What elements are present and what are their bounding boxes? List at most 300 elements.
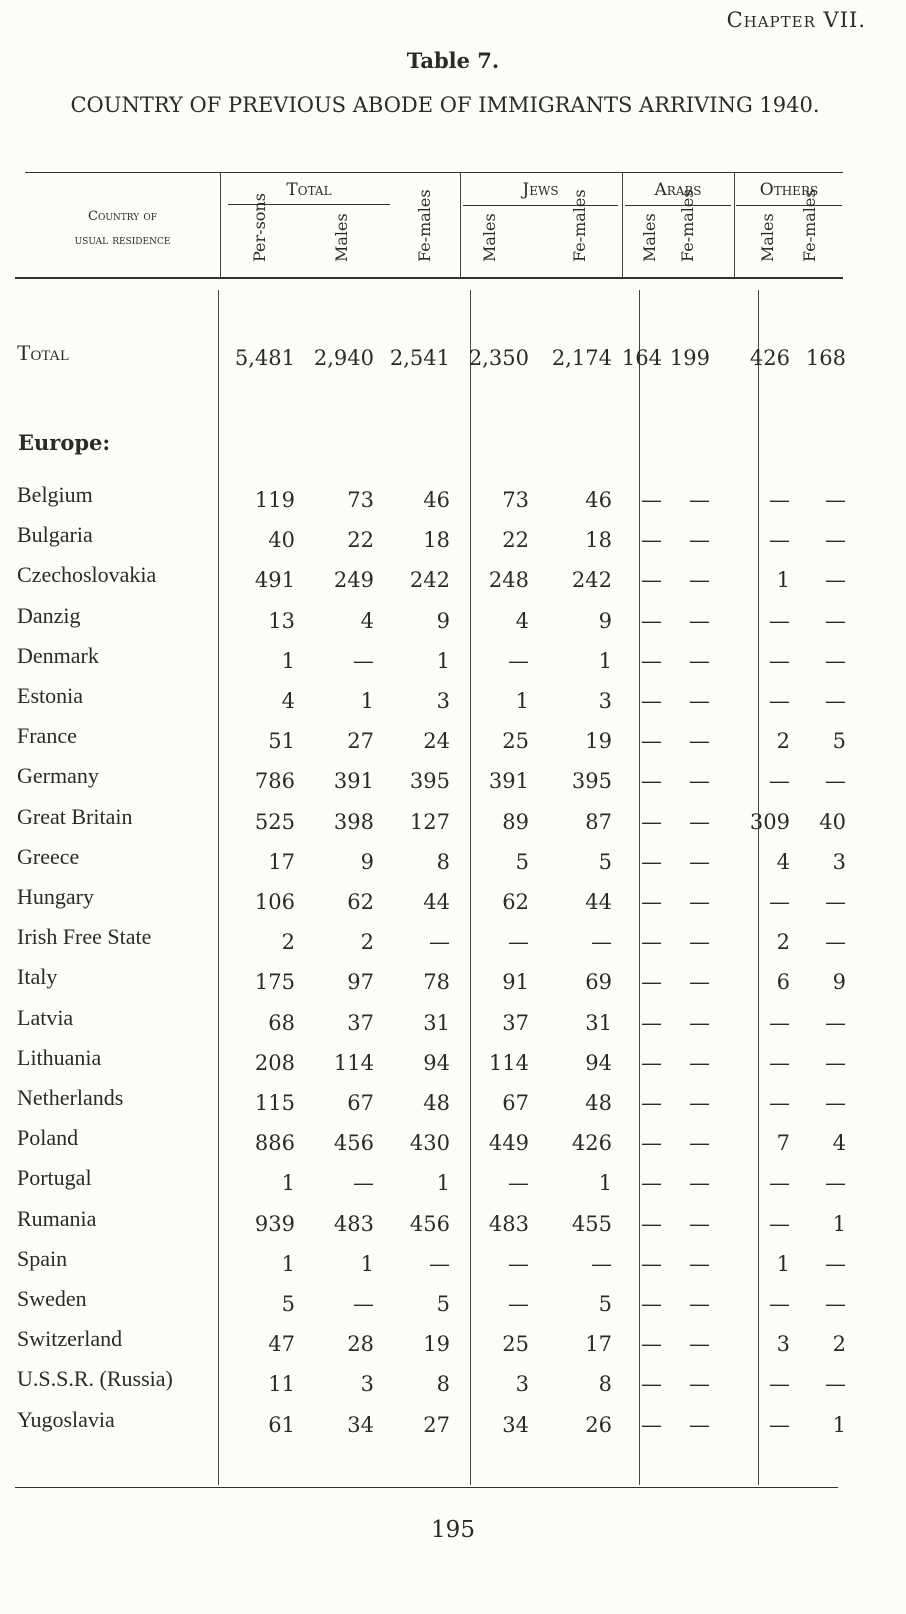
top-rule xyxy=(25,172,843,173)
table-row xyxy=(0,763,906,803)
others-group-rule xyxy=(736,205,842,206)
value-cell: — xyxy=(689,568,710,593)
value-cell: — xyxy=(508,1251,529,1276)
value-cell: — xyxy=(769,1050,790,1075)
country-name: Poland xyxy=(17,1125,79,1151)
value-cell: 44 xyxy=(585,890,612,914)
value-cell: — xyxy=(689,769,710,794)
value-cell: 426 xyxy=(571,1131,612,1156)
value-cell: — xyxy=(689,1211,710,1236)
group-header-total: Total xyxy=(286,180,332,200)
value-cell: 483 xyxy=(333,1211,374,1236)
value-cell: 18 xyxy=(585,528,612,553)
value-cell: — xyxy=(641,1292,662,1316)
value-cell: 40 xyxy=(819,809,846,834)
value-cell: 61 xyxy=(268,1412,295,1437)
subcolumn-header xyxy=(470,210,510,278)
value-cell: 48 xyxy=(423,1091,450,1115)
value-cell: — xyxy=(641,689,662,713)
country-name: Switzerland xyxy=(17,1326,123,1352)
value-cell: 5 xyxy=(832,729,846,754)
value-cell: 4 xyxy=(515,608,529,633)
value-cell: 27 xyxy=(347,729,374,754)
value-cell: 939 xyxy=(254,1211,295,1236)
value-cell: 67 xyxy=(347,1091,374,1115)
value-cell: — xyxy=(641,1171,662,1196)
value-cell: 31 xyxy=(423,1010,450,1035)
value-cell: 1 xyxy=(832,1412,846,1437)
value-cell: — xyxy=(689,1412,710,1437)
value-cell: 2 xyxy=(776,729,790,754)
value-cell: 68 xyxy=(268,1010,295,1035)
value-cell: 19 xyxy=(585,729,612,754)
country-header-line1: Country of xyxy=(88,209,157,224)
table-row xyxy=(0,1165,906,1205)
value-cell: — xyxy=(689,849,710,874)
value-cell: 24 xyxy=(423,729,450,754)
value-cell: 8 xyxy=(598,1372,612,1397)
value-cell: — xyxy=(825,648,846,673)
value-cell: — xyxy=(641,890,662,914)
value-cell: — xyxy=(769,608,790,633)
value-cell: — xyxy=(641,488,662,512)
value-cell: — xyxy=(769,528,790,553)
value-cell: 11 xyxy=(268,1372,295,1397)
country-name: Belgium xyxy=(17,482,93,507)
table-row xyxy=(0,482,906,522)
value-cell: — xyxy=(641,769,662,794)
subcolumn-header xyxy=(790,189,830,278)
country-name: Hungary xyxy=(17,884,94,909)
value-cell: 1 xyxy=(436,648,450,673)
value-cell: — xyxy=(689,930,710,955)
group-header-others: Others xyxy=(759,180,819,200)
jews-group-rule xyxy=(463,205,618,206)
value-cell: — xyxy=(769,1412,790,1437)
value-cell: — xyxy=(769,1091,790,1115)
value-cell: 119 xyxy=(254,488,295,512)
subcolumn-header-label: Males xyxy=(480,213,499,262)
value-cell: 1 xyxy=(436,1171,450,1196)
value-cell: — xyxy=(689,1091,710,1115)
value-cell: — xyxy=(769,1010,790,1035)
value-cell: 1 xyxy=(832,1211,846,1236)
value-cell: 175 xyxy=(254,970,295,995)
value-cell: — xyxy=(689,1171,710,1196)
value-cell: — xyxy=(825,1372,846,1397)
value-cell: 391 xyxy=(488,769,529,794)
country-column-header xyxy=(30,205,215,253)
table-row xyxy=(0,1005,906,1045)
subcolumn-header-label: Fe-males xyxy=(800,189,819,262)
value-cell: 17 xyxy=(268,849,295,874)
country-name: U.S.S.R. (Russia) xyxy=(17,1366,173,1392)
value-cell: 46 xyxy=(585,488,612,512)
value-cell: 1 xyxy=(281,1251,295,1276)
value-cell: 18 xyxy=(423,528,450,553)
table-row xyxy=(0,884,906,924)
value-cell: 25 xyxy=(502,1332,529,1357)
value-cell: 5,481 xyxy=(234,346,295,370)
value-cell: 48 xyxy=(585,1091,612,1115)
value-cell: 242 xyxy=(409,568,450,593)
subcolumn-header xyxy=(240,193,280,278)
table-row xyxy=(0,1286,906,1326)
value-cell: — xyxy=(641,1251,662,1276)
value-cell: — xyxy=(353,1292,374,1316)
value-cell: 89 xyxy=(502,809,529,834)
value-cell: 94 xyxy=(585,1050,612,1075)
value-cell: — xyxy=(769,1292,790,1316)
value-cell: 9 xyxy=(360,849,374,874)
table-row xyxy=(0,683,906,723)
value-cell: 78 xyxy=(423,970,450,995)
value-cell: 1 xyxy=(776,568,790,593)
value-cell: 28 xyxy=(347,1332,374,1357)
value-cell: 13 xyxy=(268,608,295,633)
value-cell: 2 xyxy=(832,1332,846,1357)
value-cell: 1 xyxy=(515,689,529,713)
value-cell: — xyxy=(641,1332,662,1357)
value-cell: — xyxy=(825,1010,846,1035)
value-cell: 87 xyxy=(585,809,612,834)
value-cell: 242 xyxy=(571,568,612,593)
value-cell: 3 xyxy=(832,849,846,874)
value-cell: 1 xyxy=(281,1171,295,1196)
table-row xyxy=(0,844,906,884)
value-cell: 44 xyxy=(423,890,450,914)
value-cell: — xyxy=(641,809,662,834)
value-cell: — xyxy=(429,930,450,955)
value-cell: — xyxy=(689,528,710,553)
value-cell: 426 xyxy=(749,346,790,370)
value-cell: — xyxy=(429,1251,450,1276)
table-row xyxy=(0,1326,906,1366)
value-cell: 2,541 xyxy=(389,346,450,370)
value-cell: — xyxy=(641,1010,662,1035)
value-cell: 9 xyxy=(598,608,612,633)
value-cell: — xyxy=(689,890,710,914)
value-cell: 2 xyxy=(360,930,374,955)
value-cell: — xyxy=(689,1332,710,1357)
value-cell: 525 xyxy=(254,809,295,834)
divider xyxy=(220,172,221,277)
value-cell: — xyxy=(689,1050,710,1075)
value-cell: 164 xyxy=(621,346,662,370)
value-cell: — xyxy=(641,1050,662,1075)
table-row xyxy=(0,1366,906,1406)
value-cell: — xyxy=(641,930,662,955)
value-cell: 249 xyxy=(333,568,374,593)
value-cell: — xyxy=(825,1050,846,1075)
value-cell: 17 xyxy=(585,1332,612,1357)
country-name: Greece xyxy=(17,843,80,869)
table-row xyxy=(0,562,906,602)
country-name: Lithuania xyxy=(17,1044,102,1070)
country-name: Bulgaria xyxy=(17,522,93,548)
value-cell: 22 xyxy=(502,528,529,553)
value-cell: 456 xyxy=(333,1131,374,1156)
value-cell: — xyxy=(825,528,846,553)
value-cell: 1 xyxy=(360,689,374,713)
value-cell: 248 xyxy=(488,568,529,593)
value-cell: 62 xyxy=(347,890,374,914)
table-row xyxy=(0,1206,906,1246)
value-cell: 62 xyxy=(502,890,529,914)
value-cell: — xyxy=(689,970,710,995)
table-title: COUNTRY OF PREVIOUS ABODE OF IMMIGRANTS ARRIVING 1940. xyxy=(70,93,820,117)
value-cell: 4 xyxy=(832,1131,846,1156)
country-name: Latvia xyxy=(17,1004,74,1030)
value-cell: — xyxy=(689,608,710,633)
value-cell: — xyxy=(689,1131,710,1156)
value-cell: — xyxy=(641,729,662,754)
country-name: Yugoslavia xyxy=(17,1406,115,1432)
country-name: Czechoslovakia xyxy=(17,562,157,588)
value-cell: — xyxy=(353,1171,374,1196)
value-cell: — xyxy=(689,809,710,834)
value-cell: 19 xyxy=(423,1332,450,1357)
subcolumn-header-label: Males xyxy=(332,213,351,262)
subcolumn-header-label: Fe-males xyxy=(678,189,697,262)
value-cell: 4 xyxy=(360,608,374,633)
country-name: Rumania xyxy=(17,1205,97,1231)
value-cell: — xyxy=(825,1171,846,1196)
value-cell: — xyxy=(641,1091,662,1115)
value-cell: 115 xyxy=(254,1091,295,1115)
country-name: Germany xyxy=(17,763,99,789)
value-cell: — xyxy=(508,930,529,955)
value-cell: 114 xyxy=(488,1050,529,1075)
subcolumn-header xyxy=(630,210,670,278)
value-cell: 3 xyxy=(436,689,450,713)
value-cell: — xyxy=(689,1372,710,1397)
value-cell: 25 xyxy=(502,729,529,754)
value-cell: 40 xyxy=(268,528,295,553)
table-row xyxy=(0,1045,906,1085)
value-cell: 127 xyxy=(409,809,450,834)
value-cell: 886 xyxy=(254,1131,295,1156)
country-name: Netherlands xyxy=(17,1085,124,1110)
value-cell: 309 xyxy=(749,809,790,834)
value-cell: — xyxy=(689,1010,710,1035)
value-cell: — xyxy=(591,930,612,955)
value-cell: — xyxy=(591,1251,612,1276)
value-cell: 455 xyxy=(571,1211,612,1236)
value-cell: 46 xyxy=(423,488,450,512)
value-cell: 26 xyxy=(585,1412,612,1437)
value-cell: 91 xyxy=(502,970,529,995)
value-cell: — xyxy=(641,528,662,553)
country-name: Danzig xyxy=(17,602,81,628)
value-cell: 22 xyxy=(347,528,374,553)
group-header-jews: Jews xyxy=(522,180,559,200)
country-name: Spain xyxy=(17,1245,68,1271)
subcolumn-header xyxy=(322,210,362,278)
subcolumn-header xyxy=(405,189,445,278)
value-cell: 8 xyxy=(436,849,450,874)
value-cell: 2,350 xyxy=(468,346,529,370)
country-name: Irish Free State xyxy=(17,924,152,950)
value-cell: 430 xyxy=(409,1131,450,1156)
value-cell: — xyxy=(769,769,790,794)
value-cell: — xyxy=(825,930,846,955)
divider xyxy=(734,172,735,277)
value-cell: — xyxy=(769,488,790,512)
country-name: Portugal xyxy=(17,1165,92,1191)
value-cell: 8 xyxy=(436,1372,450,1397)
value-cell: — xyxy=(769,1211,790,1236)
table-row xyxy=(0,1246,906,1286)
divider xyxy=(622,172,623,277)
country-name: France xyxy=(17,723,77,749)
value-cell: 97 xyxy=(347,970,374,995)
value-cell: — xyxy=(825,769,846,794)
table-row xyxy=(0,1085,906,1125)
value-cell: — xyxy=(825,568,846,593)
value-cell: 106 xyxy=(254,890,295,914)
table-row xyxy=(0,964,906,1004)
value-cell: 9 xyxy=(436,608,450,633)
table-number: Table 7. xyxy=(406,48,500,73)
value-cell: 5 xyxy=(281,1292,295,1316)
value-cell: 34 xyxy=(502,1412,529,1437)
value-cell: 1 xyxy=(360,1251,374,1276)
value-cell: — xyxy=(769,1372,790,1397)
value-cell: 4 xyxy=(281,689,295,713)
section-heading-europe: Europe: xyxy=(18,430,111,455)
value-cell: — xyxy=(825,1292,846,1316)
value-cell: 4 xyxy=(776,849,790,874)
value-cell: — xyxy=(689,689,710,713)
value-cell: 6 xyxy=(776,970,790,995)
value-cell: 73 xyxy=(502,488,529,512)
value-cell: — xyxy=(689,1251,710,1276)
value-cell: — xyxy=(689,648,710,673)
value-cell: 3 xyxy=(776,1332,790,1357)
value-cell: 491 xyxy=(254,568,295,593)
table-row xyxy=(0,603,906,643)
country-name: Denmark xyxy=(17,642,99,668)
value-cell: 94 xyxy=(423,1050,450,1075)
value-cell: 3 xyxy=(515,1372,529,1397)
subcolumn-header xyxy=(668,189,708,278)
value-cell: — xyxy=(508,1171,529,1196)
value-cell: 5 xyxy=(598,849,612,874)
value-cell: 47 xyxy=(268,1332,295,1357)
table-row xyxy=(0,723,906,763)
value-cell: — xyxy=(641,1131,662,1156)
value-cell: — xyxy=(641,1412,662,1437)
table-row xyxy=(0,804,906,844)
value-cell: 5 xyxy=(598,1292,612,1316)
value-cell: 456 xyxy=(409,1211,450,1236)
value-cell: 67 xyxy=(502,1091,529,1115)
value-cell: — xyxy=(508,648,529,673)
country-name: Sweden xyxy=(17,1286,87,1311)
value-cell: — xyxy=(689,729,710,754)
value-cell: 37 xyxy=(347,1010,374,1035)
value-cell: — xyxy=(825,890,846,914)
subcolumn-header-label: Fe-males xyxy=(415,189,434,262)
value-cell: 69 xyxy=(585,970,612,995)
country-name: Estonia xyxy=(17,683,83,708)
bottom-rule xyxy=(15,1487,838,1488)
value-cell: 1 xyxy=(776,1251,790,1276)
value-cell: 51 xyxy=(268,729,295,754)
value-cell: — xyxy=(641,1372,662,1397)
value-cell: 3 xyxy=(598,689,612,713)
value-cell: — xyxy=(825,488,846,512)
value-cell: 3 xyxy=(360,1372,374,1397)
value-cell: 73 xyxy=(347,488,374,512)
value-cell: 7 xyxy=(776,1131,790,1156)
group-header-arabs: Arabs xyxy=(654,180,702,200)
subcolumn-header-label: Per-sons xyxy=(250,193,269,262)
value-cell: 208 xyxy=(254,1050,295,1075)
value-cell: 398 xyxy=(333,809,374,834)
value-cell: — xyxy=(641,648,662,673)
value-cell: 5 xyxy=(436,1292,450,1316)
table-row xyxy=(0,924,906,964)
value-cell: — xyxy=(825,1091,846,1115)
subcolumn-header-label: Males xyxy=(758,213,777,262)
table-row xyxy=(0,522,906,562)
value-cell: — xyxy=(641,1211,662,1236)
value-cell: — xyxy=(641,849,662,874)
value-cell: 449 xyxy=(488,1131,529,1156)
value-cell: 1 xyxy=(281,648,295,673)
value-cell: 395 xyxy=(571,769,612,794)
value-cell: — xyxy=(689,1292,710,1316)
country-header-line2: usual residence xyxy=(74,233,171,248)
subcolumn-header xyxy=(748,210,788,278)
value-cell: 2 xyxy=(776,930,790,955)
value-cell: 168 xyxy=(805,346,846,370)
value-cell: 2 xyxy=(281,930,295,955)
value-cell: 34 xyxy=(347,1412,374,1437)
table-row xyxy=(0,1407,906,1447)
value-cell: 2,940 xyxy=(313,346,374,370)
country-name: Total xyxy=(17,340,70,365)
value-cell: 9 xyxy=(832,970,846,995)
value-cell: 483 xyxy=(488,1211,529,1236)
subcolumn-header xyxy=(560,189,600,278)
value-cell: — xyxy=(508,1292,529,1316)
country-name: Italy xyxy=(17,964,58,990)
value-cell: 27 xyxy=(423,1412,450,1437)
value-cell: 37 xyxy=(502,1010,529,1035)
subcolumn-header-label: Fe-males xyxy=(570,189,589,262)
chapter-heading: Chapter VII. xyxy=(726,8,866,32)
value-cell: — xyxy=(353,648,374,673)
value-cell: — xyxy=(769,890,790,914)
value-cell: 31 xyxy=(585,1010,612,1035)
divider xyxy=(460,172,461,277)
value-cell: — xyxy=(769,1171,790,1196)
value-cell: 391 xyxy=(333,769,374,794)
value-cell: 395 xyxy=(409,769,450,794)
country-name: Great Britain xyxy=(17,803,133,829)
page-number: 195 xyxy=(431,1517,475,1543)
value-cell: 1 xyxy=(598,648,612,673)
total-row xyxy=(0,340,906,380)
value-cell: — xyxy=(689,488,710,512)
subcolumn-header-label: Males xyxy=(640,213,659,262)
value-cell: 1 xyxy=(598,1171,612,1196)
value-cell: — xyxy=(641,568,662,593)
value-cell: 2,174 xyxy=(551,346,612,370)
